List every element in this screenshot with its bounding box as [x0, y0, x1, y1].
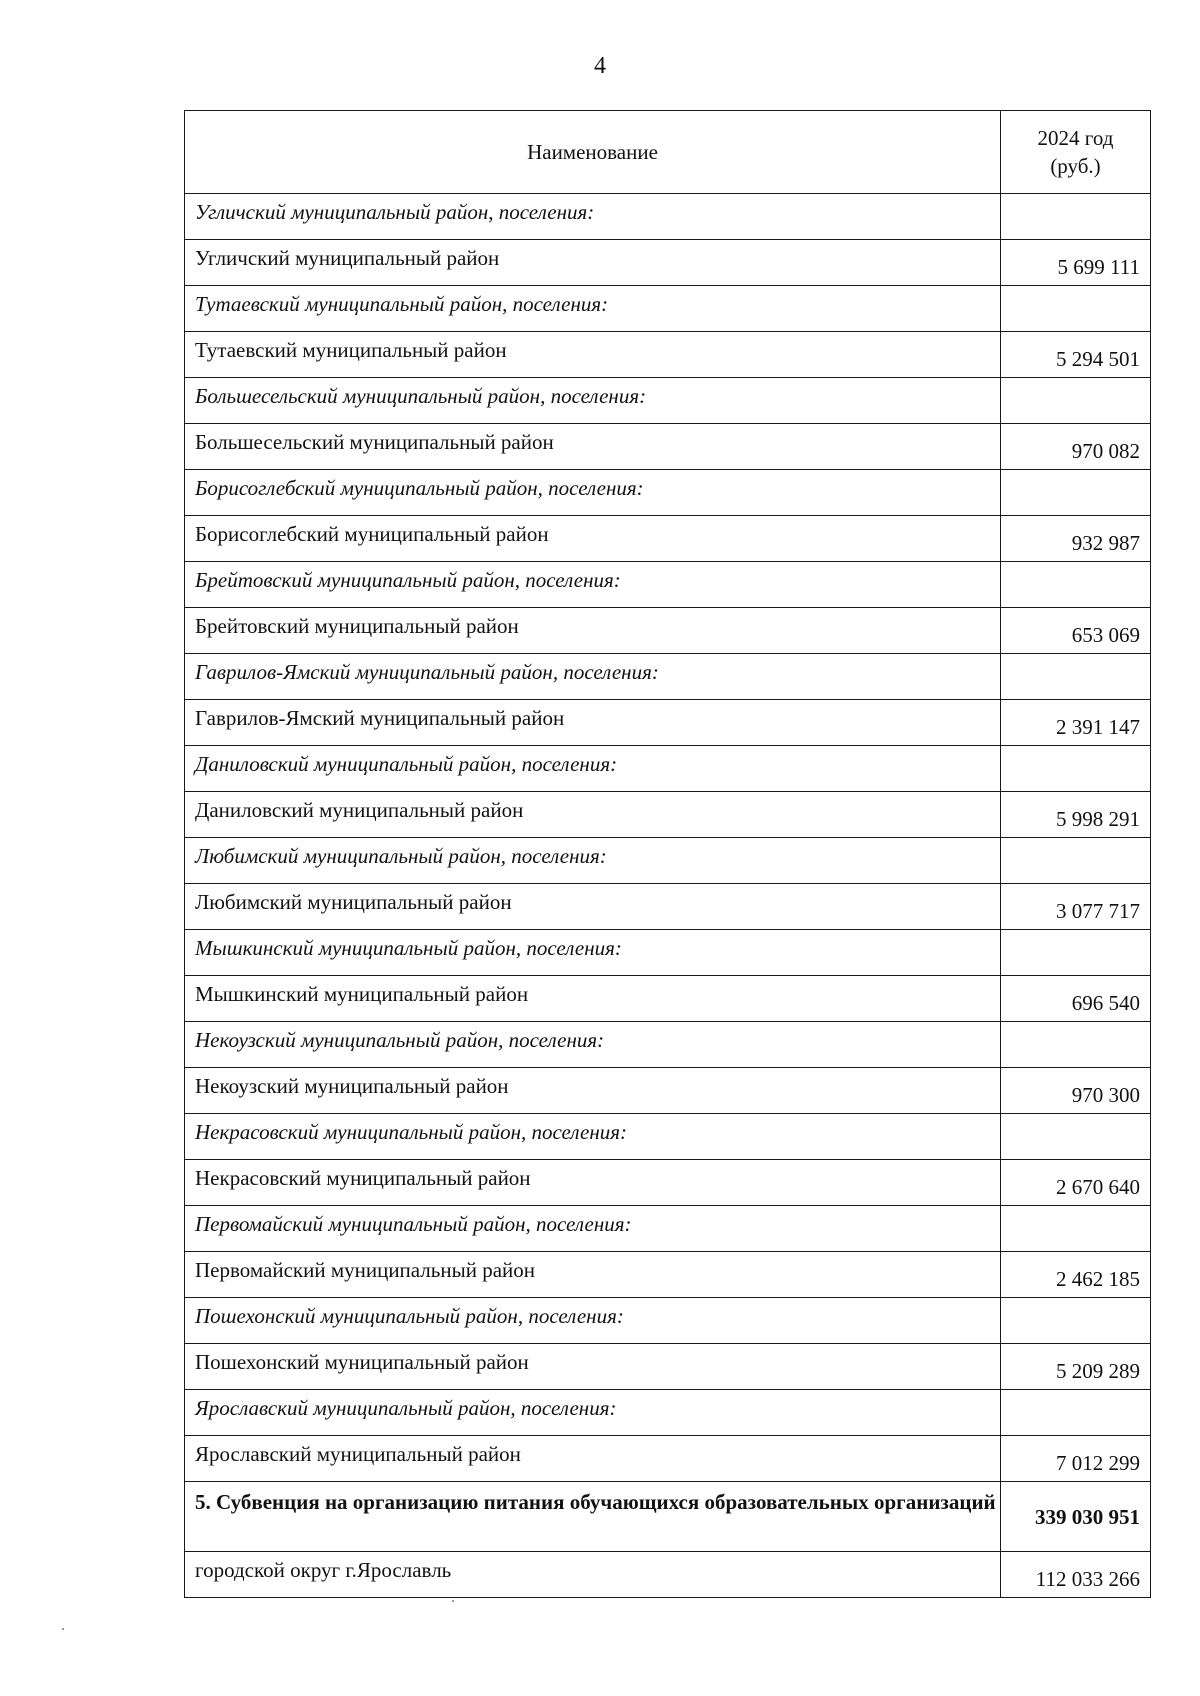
- table-row: [185, 1552, 1151, 1598]
- row-name: Большесельский муниципальный район: [185, 424, 1001, 470]
- table-row-group: [185, 1206, 1151, 1252]
- table-row-group: [185, 654, 1151, 700]
- row-value: [1001, 562, 1151, 608]
- row-value: 5 209 289: [1001, 1344, 1151, 1390]
- table-row: [185, 700, 1151, 746]
- row-name: Тутаевский муниципальный район: [185, 332, 1001, 378]
- row-name: Некрасовский муниципальный район: [185, 1160, 1001, 1206]
- row-value: 5 699 111: [1001, 240, 1151, 286]
- table-row: [185, 792, 1151, 838]
- row-name: Некоузский муниципальный район: [185, 1068, 1001, 1114]
- table-row: [185, 1252, 1151, 1298]
- row-name: 5. Субвенция на организацию питания обучающихся образовательных организаций: [185, 1482, 1001, 1552]
- table-row-group: [185, 194, 1151, 240]
- row-value: 5 998 291: [1001, 792, 1151, 838]
- scan-speck: [62, 1628, 64, 1630]
- row-name: Первомайский муниципальный район, поселения:: [185, 1206, 1001, 1252]
- row-value: 5 294 501: [1001, 332, 1151, 378]
- row-name: Даниловский муниципальный район, поселения:: [185, 746, 1001, 792]
- row-name: Борисоглебский муниципальный район, поселения:: [185, 470, 1001, 516]
- row-name: Даниловский муниципальный район: [185, 792, 1001, 838]
- row-name: городской округ г.Ярославль: [185, 1552, 1001, 1598]
- row-value: 932 987: [1001, 516, 1151, 562]
- table-row: [185, 1344, 1151, 1390]
- row-name: Тутаевский муниципальный район, поселения:: [185, 286, 1001, 332]
- row-value: 970 082: [1001, 424, 1151, 470]
- row-name: Угличский муниципальный район: [185, 240, 1001, 286]
- row-name: Гаврилов-Ямский муниципальный район: [185, 700, 1001, 746]
- row-name: Брейтовский муниципальный район, поселения:: [185, 562, 1001, 608]
- row-name: Любимский муниципальный район, поселения:: [185, 838, 1001, 884]
- row-value: 339 030 951: [1001, 1482, 1151, 1552]
- table-row-group: [185, 470, 1151, 516]
- table-body: [185, 194, 1151, 1598]
- table-row-group: [185, 1298, 1151, 1344]
- row-name: Первомайский муниципальный район: [185, 1252, 1001, 1298]
- row-name: Мышкинский муниципальный район, поселения:: [185, 930, 1001, 976]
- row-value: [1001, 746, 1151, 792]
- row-value: 696 540: [1001, 976, 1151, 1022]
- row-name: Некрасовский муниципальный район, поселения:: [185, 1114, 1001, 1160]
- row-value: 2 670 640: [1001, 1160, 1151, 1206]
- row-value: [1001, 1022, 1151, 1068]
- row-value: 112 033 266: [1001, 1552, 1151, 1598]
- row-name: Пошехонский муниципальный район: [185, 1344, 1001, 1390]
- row-value: 970 300: [1001, 1068, 1151, 1114]
- row-value: [1001, 470, 1151, 516]
- row-name: Гаврилов-Ямский муниципальный район, поселения:: [185, 654, 1001, 700]
- row-value: [1001, 194, 1151, 240]
- row-name: Мышкинский муниципальный район: [185, 976, 1001, 1022]
- table-header-row: [185, 111, 1151, 194]
- table-row-group: [185, 286, 1151, 332]
- table-row: [185, 1068, 1151, 1114]
- table-row-group: [185, 378, 1151, 424]
- table-row: [185, 516, 1151, 562]
- row-value: [1001, 1206, 1151, 1252]
- table-row: [185, 240, 1151, 286]
- subsidy-table: [184, 110, 1151, 1598]
- table-row-group: [185, 562, 1151, 608]
- table-row-group: [185, 1022, 1151, 1068]
- row-value: [1001, 1298, 1151, 1344]
- row-name: Угличский муниципальный район, поселения:: [185, 194, 1001, 240]
- table-row-total: [185, 1482, 1151, 1552]
- column-header-name: Наименование: [185, 111, 1001, 194]
- row-name: Пошехонский муниципальный район, поселения:: [185, 1298, 1001, 1344]
- row-value: [1001, 286, 1151, 332]
- row-value: [1001, 1390, 1151, 1436]
- row-value: 3 077 717: [1001, 884, 1151, 930]
- table-row: [185, 976, 1151, 1022]
- row-name: Ярославский муниципальный район: [185, 1436, 1001, 1482]
- row-name: Ярославский муниципальный район, поселения:: [185, 1390, 1001, 1436]
- table-row-group: [185, 1390, 1151, 1436]
- row-value: [1001, 1114, 1151, 1160]
- row-value: 2 462 185: [1001, 1252, 1151, 1298]
- row-value: [1001, 654, 1151, 700]
- table-row: [185, 884, 1151, 930]
- row-value: [1001, 838, 1151, 884]
- table-row-group: [185, 838, 1151, 884]
- table-row: [185, 332, 1151, 378]
- column-header-year-line1: 2024 год: [1037, 126, 1114, 150]
- row-value: [1001, 930, 1151, 976]
- row-value: 7 012 299: [1001, 1436, 1151, 1482]
- table-row-group: [185, 1114, 1151, 1160]
- table-row: [185, 1436, 1151, 1482]
- row-name: Любимский муниципальный район: [185, 884, 1001, 930]
- table-row-group: [185, 930, 1151, 976]
- table-row: [185, 1160, 1151, 1206]
- scan-speck: [452, 1600, 454, 1602]
- table-row: [185, 608, 1151, 654]
- row-name: Большесельский муниципальный район, поселения:: [185, 378, 1001, 424]
- row-name: Брейтовский муниципальный район: [185, 608, 1001, 654]
- row-value: 653 069: [1001, 608, 1151, 654]
- row-name: Борисоглебский муниципальный район: [185, 516, 1001, 562]
- row-name: Некоузский муниципальный район, поселения:: [185, 1022, 1001, 1068]
- row-value: 2 391 147: [1001, 700, 1151, 746]
- column-header-year-line2: (руб.): [1050, 154, 1101, 178]
- column-header-year: [1001, 111, 1151, 194]
- table-row-group: [185, 746, 1151, 792]
- table-row: [185, 424, 1151, 470]
- page-number: 4: [594, 53, 606, 79]
- row-value: [1001, 378, 1151, 424]
